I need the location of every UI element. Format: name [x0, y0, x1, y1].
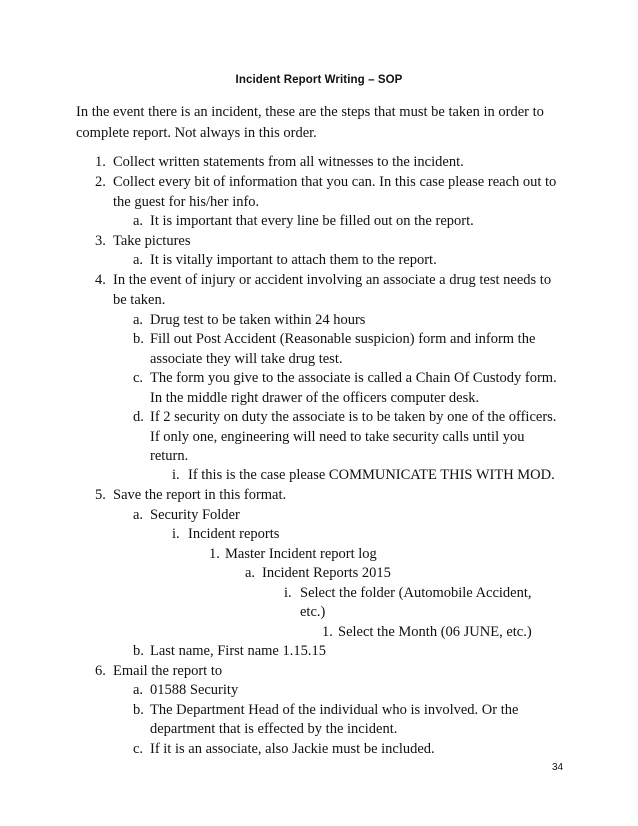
list-item-text: department that is effected by the incident. [150, 721, 398, 737]
list-marker: 2. [95, 174, 106, 190]
list-marker: b. [133, 702, 144, 718]
list-item-text: If it is an associate, also Jackie must be included. [150, 741, 435, 757]
list-item-text: In the middle right drawer of the officers computer desk. [150, 390, 480, 406]
list-marker: i. [172, 467, 180, 483]
list-item-text: Select the Month (06 JUNE, etc.) [338, 624, 532, 640]
list-item-text: Save the report in this format. [113, 487, 287, 503]
list-marker: a. [245, 565, 256, 581]
list-item-text: Collect written statements from all witnesses to the incident. [113, 154, 464, 170]
list-item-text: Fill out Post Accident (Reasonable suspicion) form and inform the [150, 331, 536, 347]
list-item-text: 01588 Security [150, 682, 239, 698]
intro-paragraph: In the event there is an incident, these are the steps that must be taken in order to complete report. Not always in this order. [76, 104, 544, 141]
list-marker: 1. [322, 624, 333, 640]
list-marker: i. [172, 526, 180, 542]
list-marker: 4. [95, 272, 106, 288]
page-number: 34 [552, 762, 564, 773]
list-item-text: Master Incident report log [225, 546, 377, 562]
list-item-text: return. [150, 448, 189, 464]
list-marker: a. [133, 312, 144, 328]
list-marker: c. [133, 741, 144, 757]
document-title: Incident Report Writing – SOP [235, 74, 403, 86]
list-marker: 1. [209, 546, 220, 562]
list-item-text: It is vitally important to attach them to the report. [150, 252, 437, 268]
list-marker: c. [133, 370, 144, 386]
list-marker: a. [133, 213, 144, 229]
list-marker: a. [133, 682, 144, 698]
list-item-text: Last name, First name 1.15.15 [150, 643, 326, 659]
list-item-text: Select the folder (Automobile Accident, [300, 585, 532, 601]
list-item-text: etc.) [300, 604, 326, 620]
list-marker: a. [133, 507, 144, 523]
list-item-text: the guest for his/her info. [113, 194, 260, 210]
list-item-text: If 2 security on duty the associate is to be taken by one of the officers. [150, 409, 557, 425]
list-marker: 6. [95, 663, 106, 679]
list-marker: d. [133, 409, 144, 425]
list-item-text: Collect every bit of information that you can. In this case please reach out to [113, 174, 557, 190]
list-item-text: Email the report to [113, 663, 223, 679]
list-marker: 5. [95, 487, 106, 503]
list-item-text: The Department Head of the individual who is involved. Or the [150, 702, 519, 718]
list-marker: a. [133, 252, 144, 268]
list-item-text: In the event of injury or accident involving an associate a drug test needs to [113, 272, 552, 288]
list-marker: 3. [95, 233, 106, 249]
list-item-text: Drug test to be taken within 24 hours [150, 312, 366, 328]
list-item-text: be taken. [113, 292, 166, 308]
list-marker: i. [284, 585, 292, 601]
list-item-text: Take pictures [113, 233, 191, 249]
list-item-text: Incident reports [188, 526, 280, 542]
list-marker: 1. [95, 154, 106, 170]
list-item-text: If this is the case please COMMUNICATE THIS WITH MOD. [188, 467, 555, 483]
list-item-text: If only one, engineering will need to take security calls until you [150, 429, 525, 445]
list-marker: b. [133, 643, 144, 659]
list-item-text: Security Folder [150, 507, 240, 523]
list-item-text: associate they will take drug test. [150, 351, 343, 367]
list-marker: b. [133, 331, 144, 347]
list-item-text: The form you give to the associate is called a Chain Of Custody form. [150, 370, 557, 386]
list-item-text: It is important that every line be filled out on the report. [150, 213, 474, 229]
list-item-text: Incident Reports 2015 [262, 565, 391, 581]
